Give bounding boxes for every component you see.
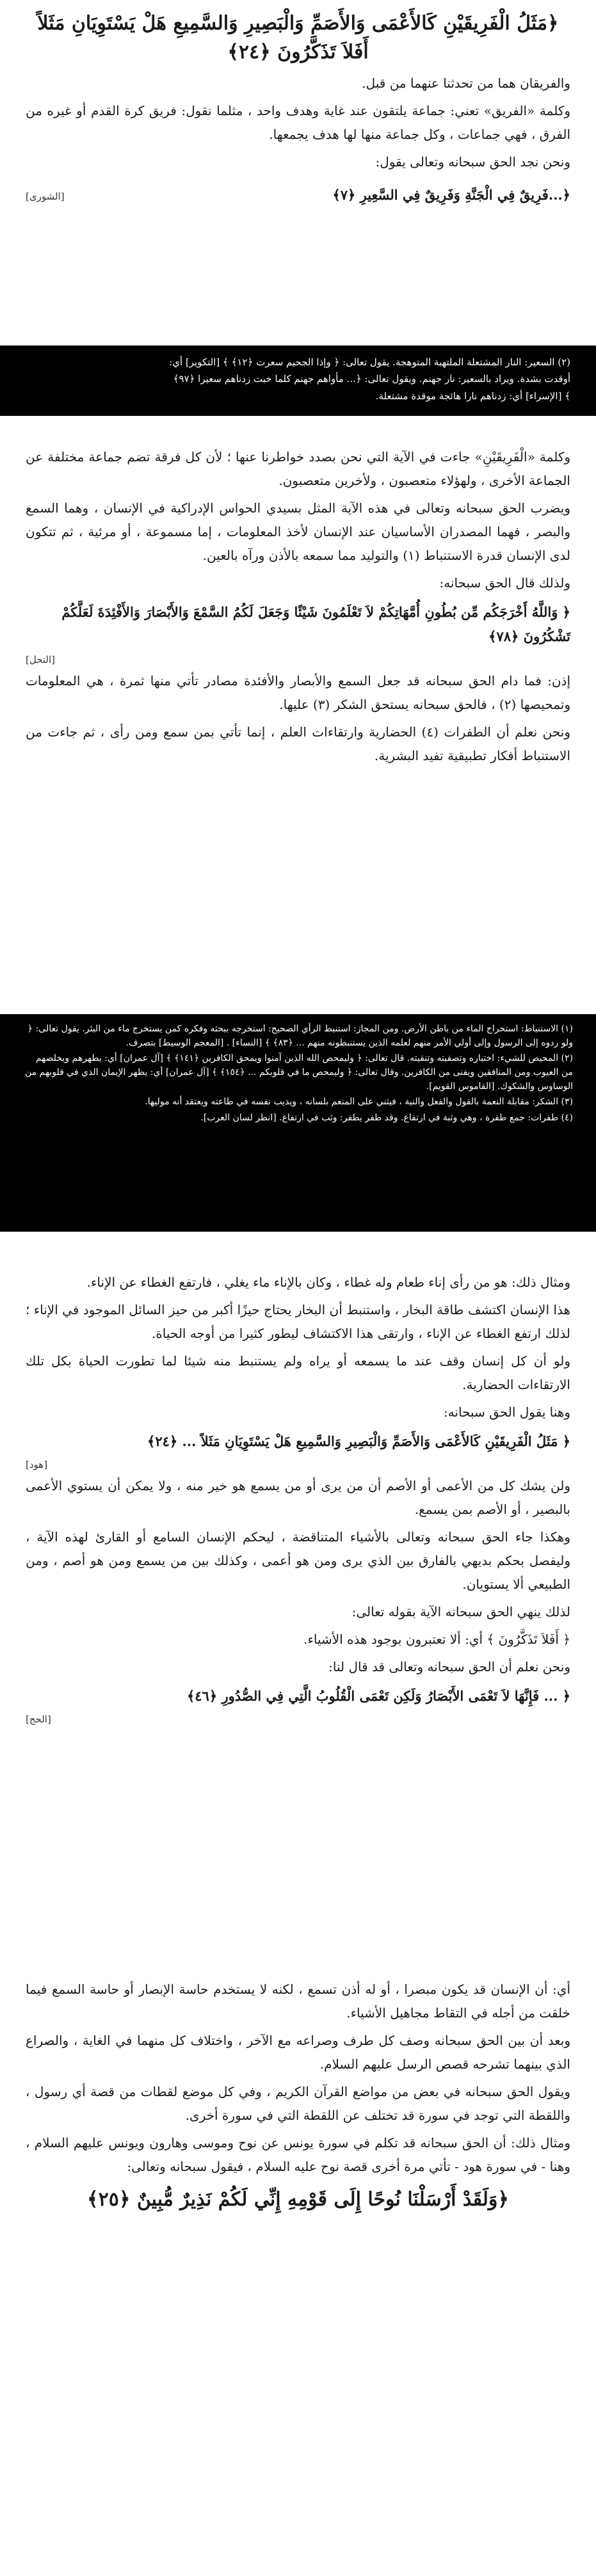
paragraph: ونحن نعلم أن الطفرات (٤) الحضارية وارتقاءات العلم ، إنما تأتي بمن سمع ومن رأى ، ثم جاءت من الاستنباط أفكار تطبيقية تفيد البشرية.	[26, 724, 571, 763]
paragraph: لذلك ينهي الحق سبحانه الآية بقوله تعالى:	[351, 1603, 570, 1619]
surah-reference: [هود]	[26, 1458, 48, 1470]
paragraph: هذا الإنسان اكتشف طاقة البخار ، واستنبط أن البخار يحتاج حيزًا أكبر من حيز السائل الموجود في الإناء ؛ لذلك ارتفع الغطاء عن الإناء ، وارتقى هذا الاكتشاف ليطور كثيرا من أوجه الحياة.	[26, 1302, 570, 1341]
paragraph: ومثال ذلك: هو من رأى إناء طعام وله غطاء ، وكان بالإناء ماء يغلي ، فارتفع الغطاء عن الإناء.	[86, 1275, 570, 1290]
paragraph: وهنا يقول الحق سبحانه:	[443, 1404, 570, 1420]
ayah-banner: ﴿وَلَقَدْ أَرْسَلْنَا نُوحًا إِلَى قَوْمِهِ إِنِّي لَكُمْ نَذِيرٌ مُّبِينٌ ﴿٢٥﴾	[87, 2188, 509, 2211]
footnote: (٢) المحيص للشيء: اختباره وتصفيته وتنقيته. قال تعالى: ﴿ وليمحص الله الذين آمنوا ويمحق الكافرين ﴿١٤١﴾ ﴾ [آل عمران] أي: يطهرهم ويخلصهم من العيوب ومن المنافقين ويفنى من الكافرين. وقال تعالى: ﴿ وليمحص ما في قلوبكم ... ﴿١٥٤﴾ ﴾ [آل عمران] أي: يظهر الإيمان الذي في قلوبهم من الوساوس والشكوك. [القاموس القويم].	[24, 1053, 573, 1092]
footnote: أوقدت بشدة. ويراد بالسعير: نار جهنم. ويقول تعالى: ﴿... مأواهم جهنم كلما خبت زدناهم سعيرا ﴿٩٧﴾	[173, 373, 570, 385]
paragraph: ﴿ أَفَلاَ تَذَكَّرُونَ ﴾ أي: ألا تعتبرون بوجود هذه الأشياء.	[303, 1631, 570, 1647]
footnote: (٢) السعير: النار المشتعلة الملتهبة المتوهجة. يقول تعالى: ﴿ وإذا الجحيم سعرت ﴿١٢﴾ ﴾ [التكوير] أي:	[169, 356, 570, 368]
footnote: (١) الاستنباط: استخراج الماء من باطن الأرض. ومن المجاز: استنبط الرأي الصحيح: استخرجه ببحثه وفكره كمن يستخرج ماء من البئر. يقول تعالى: ﴿ ولو ردوه إلى الرسول وإلى أولي الأمر منهم لعلمه الذين يستنبطونه منهم ... ﴿٨٣﴾ ﴾ [النساء] . [المعجم الوسيط] بتصرف.	[27, 1024, 573, 1048]
footnote: ﴾ [الإسراء] أي: زدناهم نارا هائجة موقدة مشتعلة.	[375, 390, 570, 402]
page-4	[0, 1974, 596, 2569]
paragraph: ويضرب الحق سبحانه وتعالى في هذه الآية المثل بسيدي الحواس الإدراكية في الإنسان ، وهما السمع والبصر ، فهما المصدران الأساسيان عند الإنسان لأخذ المعلومات ، إما مسموعة ، أو مرئية ، ثم تتكون لدى الإنسان قدرة الاستنباط (١) والتوليد مما سمعه بالأذن ورآه بالعين.	[26, 500, 570, 563]
paragraph: وكلمة «الفريق» تعني: جماعة يلتقون عند غاية وهدف واحد ، مثلما نقول: فريق كرة القدم أو غيره من الفرق ، فهي جماعات ، وكل جماعة منها لها هدف يجمعها.	[26, 103, 570, 142]
paragraph: ولو أن كل إنسان وقف عند ما يسمعه أو يراه ولم يستنبط منه شيئا لما تطورت الحياة بكل تلك الارتقاءات الحضارية.	[26, 1353, 570, 1392]
quran-quote: ﴿...فَرِيقٌ فِي الْجَنَّةِ وَفَرِيقٌ فِي السَّعِيرِ ﴿٧﴾	[332, 187, 570, 203]
footnotes-block	[0, 1014, 596, 1232]
paragraph: إذن: فما دام الحق سبحانه قد جعل السمع والأبصار والأفئدة مصادر تأتي منها ثمرة ، هي المعلومات وتمحيصها (٢) ، فالحق سبحانه يستحق الشكر (٣) عليها.	[26, 672, 570, 712]
surah-reference: [الشورى]	[26, 191, 65, 202]
page-3	[0, 1267, 596, 1907]
paragraph: وبعد أن بين الحق سبحانه وصف كل طرف وصراعه مع الآخر ، واختلاف كل منهما في الغاية ، والصراع الذي بينهما تشرحه قصص الرسل عليهم السلام.	[26, 2033, 570, 2072]
paragraph: وهكذا جاء الحق سبحانه وتعالى بالأشياء المتناقضة ، ليحكم الإنسان السامع أو القارئ لهذه الآية ، وليفصل بحكم بديهي بالفارق بين الذي يرى ومن هو أعمى ، وكذلك بين من يسمع ومن هو أصم ، ومن الطبيعي ألا يستويان.	[26, 1529, 570, 1592]
surah-reference: [الحج]	[26, 1713, 51, 1725]
ayah-banner: ﴿مَثَلُ الْفَرِيقَيْنِ كَالأَعْمَى وَالأَصَمِّ وَالْبَصِيرِ وَالسَّمِيعِ هَلْ يَسْتَوِيَانِ مَثَلاً أَفَلاَ تَذَكَّرُونَ ﴿٢٤﴾	[37, 12, 559, 63]
quran-quote: ﴿ مَثَلُ الْفَرِيقَيْنِ كَالأَعْمَى وَالأَصَمِّ وَالْبَصِيرِ وَالسَّمِيعِ هَلْ يَسْتَوِيَانِ مَثَلاً ... ﴿٢٤﴾	[147, 1433, 570, 1449]
page-2	[0, 441, 596, 1011]
paragraph: والفريقان هما من تحدثنا عنهما من قبل.	[362, 76, 570, 91]
footnote: (٣) الشكر: مقابلة النعمة بالقول والفعل والنية ، فيثني على المنعم بلسانه ، ويذيب نفسه في طاعته ويعتقد أنه موليها.	[145, 1097, 573, 1108]
paragraph: أي: أن الإنسان قد يكون مبصرا ، أو له أذن تسمع ، لكنه لا يستخدم حاسة الإبصار أو حاسة السمع فيما خلقت من أجله في التقاط مجاهيل الأشياء.	[26, 1982, 570, 2021]
quran-quote: ﴿ ... فَإِنَّهَا لاَ تَعْمَى الأَبْصَارُ وَلَكِن تَعْمَى الْقُلُوبُ الَّتِي فِي الصُّدُورِ ﴿٤٦﴾	[186, 1687, 570, 1704]
paragraph: ولن يشك كل من الأعمى أو الأصم أن من يرى أو من يسمع هو خير منه ، ولا يمكن أن يستوي الأعمى بالبصير ، أو الأصم بمن يسمع.	[26, 1477, 570, 1517]
paragraph: ويقول الحق سبحانه في بعض من مواضع القرآن الكريم ، وفي كل موضع لقطات من قصة أي رسول ، واللقطة التي توجد في سورة قد تختلف عن اللقطة التي في سورة أخرى.	[26, 2084, 570, 2123]
surah-reference: [النحل]	[26, 653, 56, 665]
paragraph: وكلمة «الْفَرِيقَيْنِ» جاءت في الآية التي نحن بصدد خواطرنا عنها ؛ لأن كل فرقة تضم جماعة مختلفة عن الجماعة الأخرى ، ولهؤلاء متعصبون ، ولأخرين متعصبون.	[26, 449, 570, 488]
paragraph: ونحن نجد الحق سبحانه وتعالى يقول:	[375, 154, 570, 170]
paragraph: ولذلك قال الحق سبحانه:	[439, 575, 570, 591]
page-1	[0, 0, 596, 298]
quran-quote: ﴿ وَاللَّهُ أَخْرَجَكُم مِّن بُطُونِ أُمَّهَاتِكُمْ لاَ تَعْلَمُونَ شَيْئًا وَجَعَلَ لَكُمُ السَّمْعَ وَالأَبْصَارَ وَالأَفْئِدَةَ لَعَلَّكُمْ تَشْكُرُونَ ﴿٧٨﴾	[61, 604, 570, 644]
footnotes-block	[0, 346, 596, 416]
paragraph: ومثال ذلك: أن الحق سبحانه قد تكلم في سورة يونس عن نوح وموسى وهارون ويونس عليهم السلام ، وهنا - في سورة هود - تأتي مرة أخرى قصة نوح عليه السلام ، فيقول سبحانه وتعالى:	[26, 2135, 570, 2174]
paragraph: ونحن نعلم أن الحق سبحانه وتعالى قد قال لنا:	[328, 1658, 570, 1674]
footnote: (٤) طفرات: جمع طفرة ، وهي وثبة في ارتفاع. وقد طفر يطفر: وثب في ارتفاع. [انظر لسان العرب].	[200, 1113, 573, 1124]
